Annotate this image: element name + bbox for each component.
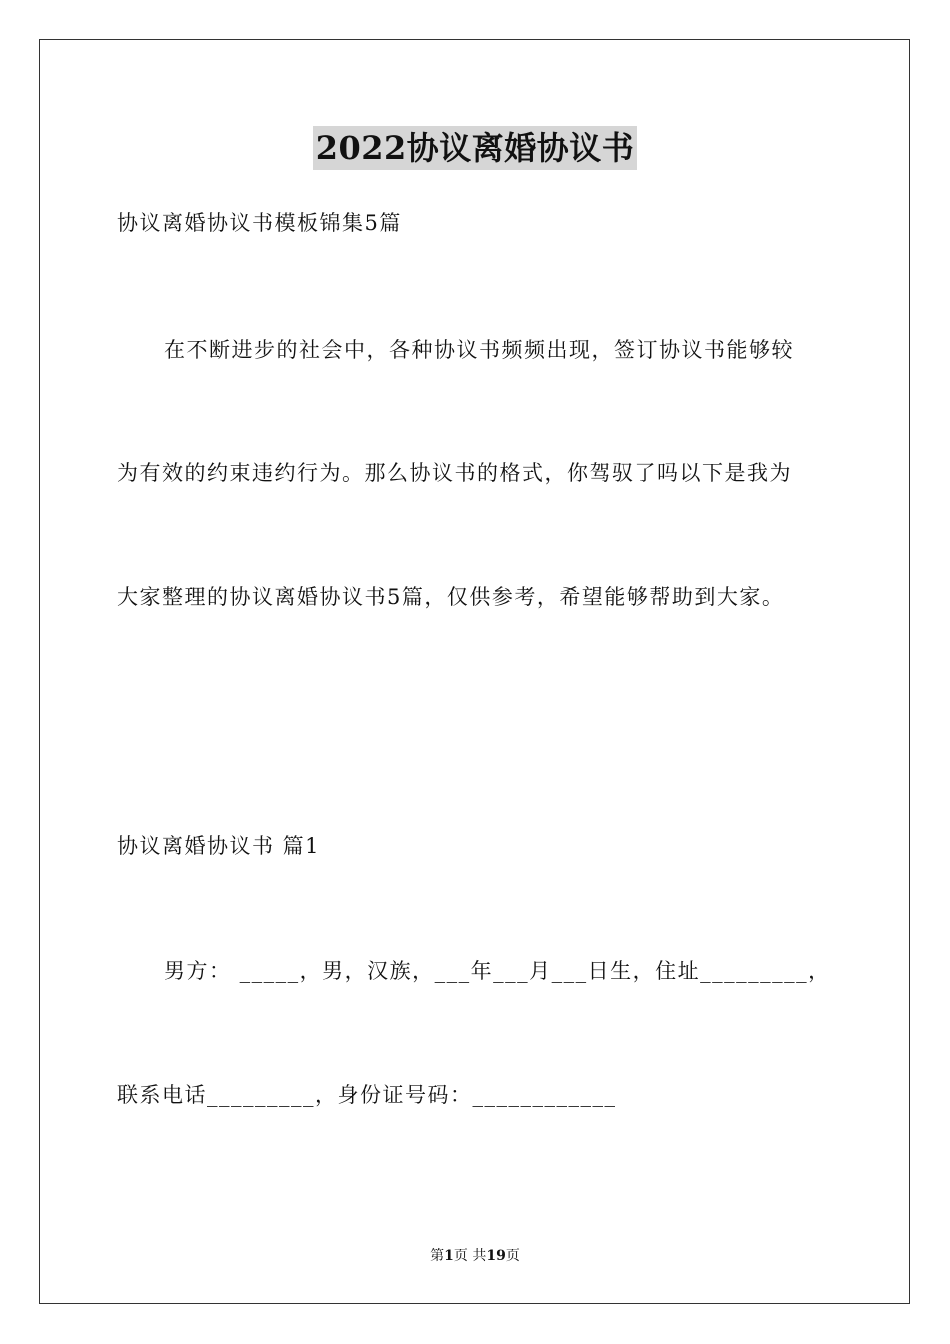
section-heading: 协议离婚协议书 篇1 bbox=[117, 834, 321, 858]
footer-page-current: 1 bbox=[444, 1248, 454, 1264]
footer-page-mid: 页 共 bbox=[453, 1248, 487, 1264]
intro-line-3: 大家整理的协议离婚协议书5篇，仅供参考，希望能够帮助到大家。 bbox=[117, 585, 785, 609]
title-container bbox=[0, 126, 950, 170]
intro-line-2: 为有效的约束违约行为。那么协议书的格式，你驾驭了吗以下是我为 bbox=[117, 461, 792, 485]
document-title: 2022协议离婚协议书 bbox=[313, 126, 638, 170]
footer-page-total: 19 bbox=[486, 1248, 506, 1264]
intro-line-1: 在不断进步的社会中，各种协议书频频出现，签订协议书能够较 bbox=[164, 338, 794, 362]
footer-page-prefix: 第 bbox=[430, 1248, 445, 1264]
male-party-line-2: 联系电话_________，身份证号码：____________ bbox=[117, 1083, 617, 1107]
page-footer bbox=[0, 1246, 950, 1266]
document-subtitle: 协议离婚协议书模板锦集5篇 bbox=[117, 211, 402, 235]
footer-page-suffix: 页 bbox=[505, 1248, 520, 1264]
male-party-line-1: 男方： _____，男，汉族，___年___月___日生，住址_________， bbox=[164, 959, 831, 983]
